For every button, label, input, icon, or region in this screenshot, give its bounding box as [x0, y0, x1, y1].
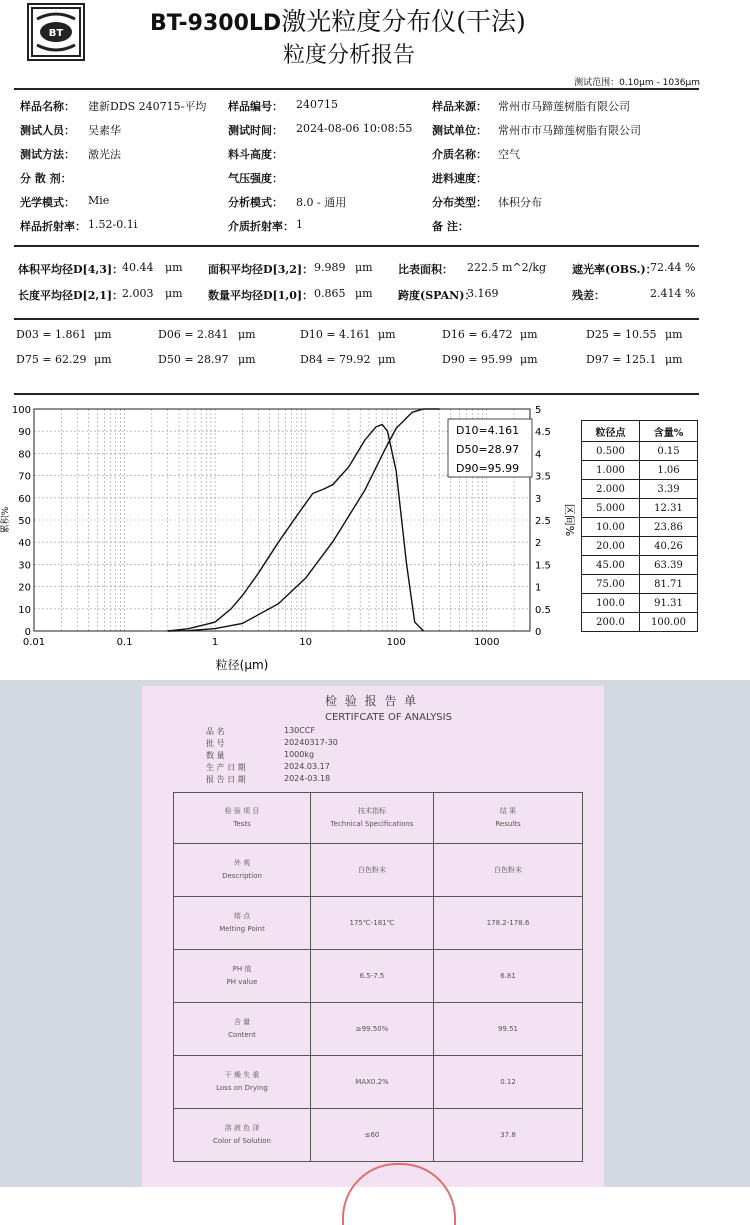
cert-meta-label: 数 量 [206, 751, 225, 760]
table-row [582, 518, 698, 537]
size-point: 45.00 [582, 556, 640, 575]
stat-unit: μm [165, 287, 183, 300]
size-point: 100.0 [582, 594, 640, 613]
d-unit: μm [665, 353, 683, 366]
cert-test [174, 1109, 311, 1162]
info-value: 常州市马蹄莲树脂有限公司 [498, 100, 630, 113]
d-value: D50 = 28.97 [158, 353, 229, 366]
cert-test-cn: 溶 液 色 泽 [224, 1124, 260, 1132]
cert-title-en: CERTIFCATE OF ANALYSIS [325, 712, 452, 723]
table-row [582, 594, 698, 613]
cert-meta-value: 1000kg [284, 750, 315, 759]
cert-spec: MAX0.2% [311, 1056, 434, 1109]
table-row [582, 442, 698, 461]
cert-header [174, 793, 311, 844]
d-unit: μm [378, 328, 396, 341]
content-value: 3.39 [640, 480, 698, 499]
y-tick-left: 70 [18, 471, 31, 483]
info-label: 样品编号： [228, 100, 283, 113]
cert-result: 6.81 [434, 950, 583, 1003]
table-row [582, 575, 698, 594]
y-tick-right: 4.5 [535, 427, 551, 439]
table-row [582, 480, 698, 499]
cert-result: 178.2-178.6 [434, 897, 583, 950]
info-value: 吴素华 [88, 124, 121, 137]
y-tick-left: 100 [11, 405, 31, 416]
cert-result: 白色粉末 [434, 844, 583, 897]
annotation: D50=28.97 [456, 443, 520, 456]
info-label: 料斗高度： [228, 148, 283, 161]
content-value: 0.15 [640, 442, 698, 461]
stat-value: 72.44 % [650, 261, 696, 274]
cert-spec: 白色粉末 [311, 844, 434, 897]
cert-row [174, 1109, 583, 1162]
y-tick-right: 4 [535, 449, 542, 461]
cert-header [311, 793, 434, 844]
info-value: 空气 [498, 148, 520, 161]
info-label: 进料速度： [432, 172, 487, 185]
stat-unit: μm [355, 287, 373, 300]
distribution-chart [0, 395, 580, 685]
y-tick-left: 50 [18, 516, 31, 527]
info-label: 气压强度： [228, 172, 283, 185]
cert-test-en: PH value [226, 978, 258, 986]
d-value: D03 = 1.861 [16, 328, 87, 341]
y-tick-right: 0.5 [535, 604, 551, 616]
cert-header-en: Tests [233, 820, 251, 828]
red-seal [342, 1163, 456, 1225]
divider [14, 318, 699, 320]
cert-test-cn: 干 燥 失 重 [224, 1071, 260, 1079]
stat-value: 3.169 [467, 287, 499, 300]
table-row [582, 556, 698, 575]
cert-result: 99.51 [434, 1003, 583, 1056]
stat-label: 遮光率(OBS.)： [572, 263, 657, 276]
info-label: 备 注： [432, 220, 469, 233]
table-header-content: 含量% [640, 421, 698, 442]
cert-test-en: Content [228, 1031, 256, 1039]
cert-header-en: Technical Specifications [330, 820, 414, 828]
y-tick-left: 0 [24, 627, 31, 638]
cert-row [174, 1003, 583, 1056]
cert-test [174, 950, 311, 1003]
info-label: 介质名称： [432, 148, 487, 161]
stat-value: 9.989 [314, 261, 346, 274]
cert-meta-label: 批 号 [206, 739, 225, 748]
info-label: 分布类型： [432, 196, 487, 209]
y-axis-label-left: 累积% [1, 506, 11, 534]
cert-row [174, 844, 583, 897]
cert-meta-value: 2024.03.17 [284, 762, 330, 771]
size-point: 200.0 [582, 613, 640, 632]
d-value: D16 = 6.472 [442, 328, 513, 341]
info-label: 分 散 剂： [20, 172, 72, 185]
d-value: D10 = 4.161 [300, 328, 371, 341]
y-tick-left: 60 [18, 493, 31, 505]
size-table [581, 420, 698, 632]
y-tick-left: 10 [18, 604, 31, 616]
info-value: 建新DDS 240715-平均 [88, 100, 207, 113]
stat-value: 2.414 % [650, 287, 696, 300]
cert-row [174, 950, 583, 1003]
info-label: 测试单位： [432, 124, 487, 137]
cert-header-en: Results [495, 820, 521, 828]
report-title [150, 2, 526, 38]
cert-test-en: Loss on Drying [216, 1084, 268, 1092]
cert-meta-value: 20240317-30 [284, 738, 338, 747]
y-tick-left: 80 [18, 449, 31, 461]
stat-label: 残差： [572, 289, 605, 302]
cert-result: 37.8 [434, 1109, 583, 1162]
cert-header-cn: 结 果 [499, 807, 517, 815]
content-value: 63.39 [640, 556, 698, 575]
info-label: 测试方法： [20, 148, 75, 161]
d-value: D97 = 125.1 [586, 353, 657, 366]
x-tick: 0.1 [116, 637, 133, 648]
info-label: 分析模式： [228, 196, 283, 209]
info-value: 激光法 [88, 148, 121, 161]
report-subtitle: 粒度分析报告 [283, 43, 416, 68]
cert-test-cn: PH 值 [232, 965, 252, 973]
size-point: 75.00 [582, 575, 640, 594]
cert-test-en: Color of Solution [213, 1137, 271, 1145]
cert-row [174, 1056, 583, 1109]
divider [14, 88, 699, 90]
cert-header-cn: 检 验 项 目 [224, 807, 260, 815]
cert-meta-label: 品 名 [206, 727, 225, 736]
x-tick: 10 [299, 637, 313, 648]
table-row [582, 499, 698, 518]
svg-text:BT: BT [48, 28, 64, 39]
cert-table [173, 792, 583, 1162]
cert-meta-label: 报 告 日 期 [206, 775, 246, 784]
x-axis-label: 粒径(μm) [215, 658, 269, 672]
content-value: 23.86 [640, 518, 698, 537]
size-point: 10.00 [582, 518, 640, 537]
y-tick-left: 90 [18, 427, 31, 439]
info-value: 2024-08-06 10:08:55 [296, 122, 413, 135]
d-unit: μm [520, 328, 538, 341]
stat-unit: μm [165, 261, 183, 274]
d-unit: μm [94, 328, 112, 341]
d-unit: μm [238, 353, 256, 366]
x-tick: 1 [211, 637, 219, 648]
info-label: 测试人员： [20, 124, 75, 137]
d-value: D75 = 62.29 [16, 353, 87, 366]
content-value: 91.31 [640, 594, 698, 613]
d-value: D84 = 79.92 [300, 353, 371, 366]
instrument-name: 激光粒度分布仪(干法) [281, 7, 526, 36]
stat-label: 面积平均径D[3,2]： [208, 263, 314, 276]
cert-test-en: Melting Point [219, 925, 265, 933]
cert-test [174, 1056, 311, 1109]
info-label: 光学模式： [20, 196, 75, 209]
cert-result: 0.12 [434, 1056, 583, 1109]
cert-test-en: Description [222, 872, 262, 880]
info-value: 8.0 - 通用 [296, 196, 347, 209]
cert-test [174, 844, 311, 897]
y-tick-right: 0 [535, 627, 542, 638]
cert-row [174, 897, 583, 950]
info-value: 体积分布 [498, 196, 542, 209]
stat-value: 0.865 [314, 287, 346, 300]
info-label: 样品折射率： [20, 220, 86, 233]
y-tick-right: 3 [535, 493, 542, 505]
d-unit: μm [520, 353, 538, 366]
company-logo [27, 3, 85, 61]
cert-test [174, 897, 311, 950]
table-header-size: 粒径点 [582, 421, 640, 442]
stat-label: 长度平均径D[2,1]： [18, 289, 124, 302]
stat-label: 比表面积： [398, 263, 453, 276]
cert-spec: 6.5-7.5 [311, 950, 434, 1003]
content-value: 81.71 [640, 575, 698, 594]
certificate-of-analysis [142, 686, 604, 1187]
x-tick: 1000 [474, 637, 500, 648]
annotation: D90=95.99 [456, 462, 520, 475]
cert-meta-value: 2024-03.18 [284, 774, 331, 783]
cert-test-cn: 含 量 [233, 1018, 251, 1026]
annotation: D10=4.161 [456, 424, 520, 437]
cert-spec: ≤60 [311, 1109, 434, 1162]
x-tick: 0.01 [22, 637, 46, 648]
size-point: 20.00 [582, 537, 640, 556]
y-axis-label-right: 区间% [563, 503, 576, 537]
content-value: 12.31 [640, 499, 698, 518]
y-tick-right: 3.5 [535, 471, 551, 483]
stat-value: 40.44 [122, 261, 154, 274]
model-name: BT-9300LD [150, 11, 282, 36]
y-tick-right: 2 [535, 538, 542, 550]
table-row [582, 613, 698, 632]
y-tick-left: 40 [18, 538, 31, 550]
info-value: 240715 [296, 98, 338, 111]
d-value: D06 = 2.841 [158, 328, 229, 341]
stat-label: 跨度(SPAN)： [398, 289, 476, 302]
content-value: 40.26 [640, 537, 698, 556]
test-range: 测试范围：0.10μm - 1036μm [574, 78, 700, 88]
d-unit: μm [665, 328, 683, 341]
info-label: 介质折射率： [228, 220, 294, 233]
d-unit: μm [378, 353, 396, 366]
y-tick-right: 1 [535, 582, 542, 594]
stat-unit: μm [355, 261, 373, 274]
table-row [582, 537, 698, 556]
y-tick-right: 1.5 [535, 560, 551, 572]
cert-spec: 175℃-181℃ [311, 897, 434, 950]
divider [14, 245, 699, 247]
cert-test-cn: 熔 点 [233, 912, 251, 920]
cert-meta-value: 130CCF [284, 726, 316, 735]
d-value: D25 = 10.55 [586, 328, 657, 341]
cert-title-cn: 检 验 报 告 单 [325, 694, 419, 708]
y-tick-right: 2.5 [535, 516, 551, 527]
info-value: 1.52-0.1i [88, 218, 138, 231]
info-value: 1 [296, 218, 303, 231]
stat-value: 2.003 [122, 287, 154, 300]
y-tick-left: 20 [18, 582, 31, 594]
table-row [582, 461, 698, 480]
stat-label: 体积平均径D[4,3]： [18, 263, 124, 276]
cert-header [434, 793, 583, 844]
content-value: 1.06 [640, 461, 698, 480]
stat-value: 222.5 m^2/kg [467, 261, 547, 274]
info-label: 样品来源： [432, 100, 487, 113]
cert-meta-label: 生 产 日 期 [206, 763, 246, 772]
cert-header-row [174, 793, 583, 844]
stat-label: 数量平均径D[1,0]： [208, 289, 314, 302]
cert-test [174, 1003, 311, 1056]
d-unit: μm [94, 353, 112, 366]
x-tick: 100 [386, 637, 406, 648]
d-value: D90 = 95.99 [442, 353, 513, 366]
interval-curve [168, 425, 424, 632]
size-point: 0.500 [582, 442, 640, 461]
cert-spec: ≥99.50% [311, 1003, 434, 1056]
info-value: 常州市市马蹄莲树脂有限公司 [498, 124, 641, 137]
info-label: 样品名称： [20, 100, 75, 113]
size-point: 2.000 [582, 480, 640, 499]
cert-header-cn: 技术指标 [358, 807, 386, 815]
size-point: 1.000 [582, 461, 640, 480]
info-label: 测试时间： [228, 124, 283, 137]
content-value: 100.00 [640, 613, 698, 632]
d-unit: μm [238, 328, 256, 341]
info-value: Mie [88, 194, 110, 207]
y-tick-right: 5 [535, 405, 542, 416]
size-point: 5.000 [582, 499, 640, 518]
cert-test-cn: 外 观 [233, 859, 251, 867]
y-tick-left: 30 [18, 560, 31, 572]
